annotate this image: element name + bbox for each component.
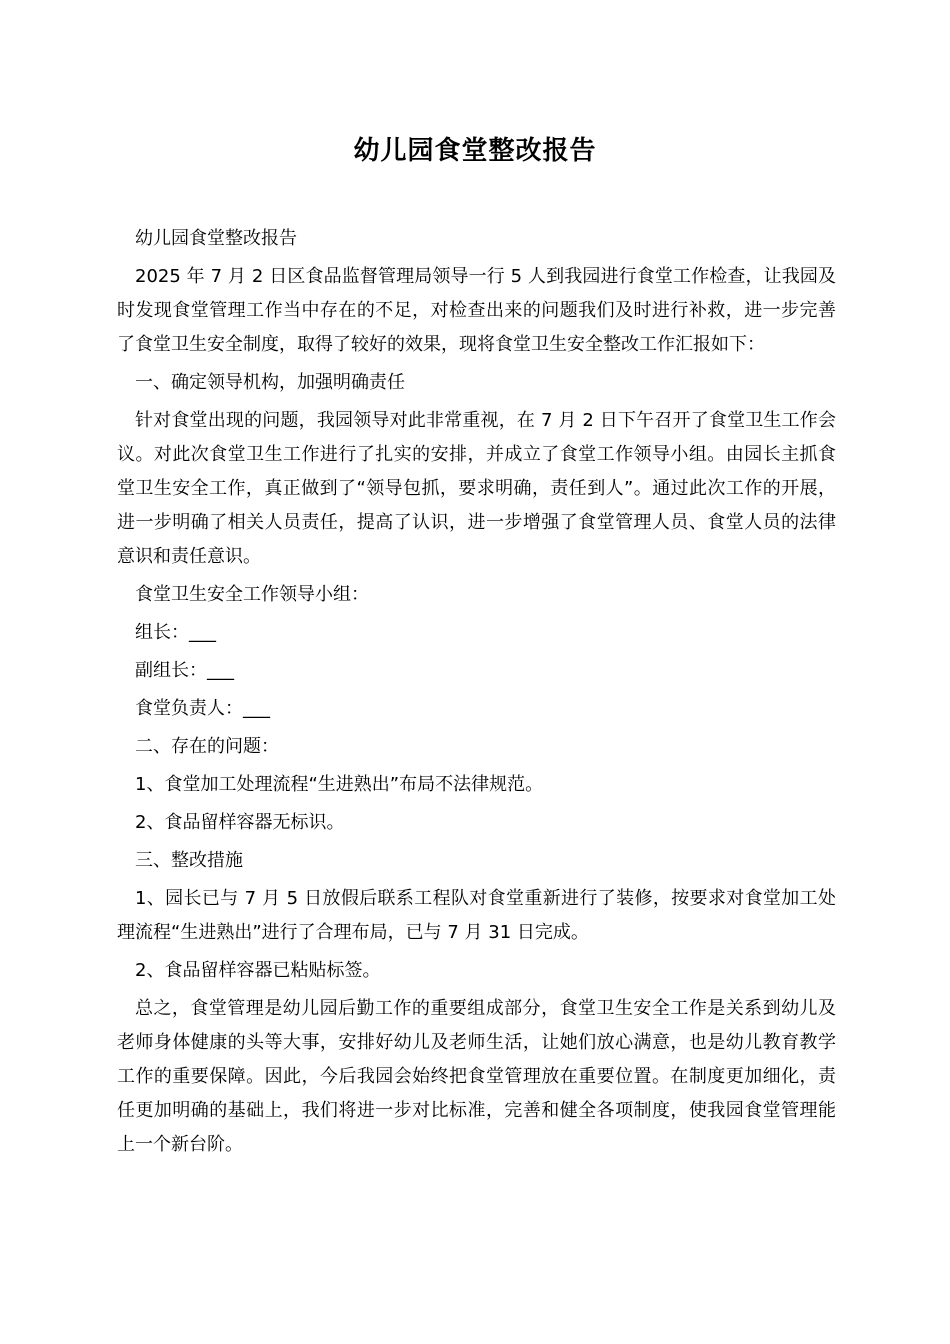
- section-heading-1: 一、确定领导机构，加强明确责任: [135, 372, 405, 393]
- measure-item-2: 2、食品留样容器已粘贴标签。: [135, 960, 381, 981]
- document-title: 幼儿园食堂整改报告: [353, 136, 597, 166]
- paragraph-heading-repeat: 幼儿园食堂整改报告: [135, 228, 297, 249]
- deputy-leader-line: 副组长：___: [135, 660, 234, 681]
- section-heading-2: 二、存在的问题：: [135, 736, 279, 757]
- problem-item-2: 2、食品留样容器无标识。: [135, 812, 345, 833]
- paragraph-conclusion: 总之，食堂管理是幼儿园后勤工作的重要组成部分，食堂卫生安全工作是关系到幼儿及老师身体健康的头等大事，安排好幼儿及老师生活，让她们放心满意，也是幼儿教育教学工作的重要保障。因此，今后我园会始终把食堂管理放在重要位置。在制度更加细化，责任更加明确的基础上，我们将进一步对比标准，完善和健全各项制度，使我园食堂管理能上一个新台阶。: [117, 998, 836, 1155]
- problem-item-1: 1、食堂加工处理流程“生进熟出”布局不法律规范。: [135, 774, 544, 795]
- leader-line: 组长：___: [135, 622, 216, 643]
- section-heading-3: 三、整改措施: [135, 850, 243, 871]
- document-body: [117, 222, 836, 1166]
- leadership-group-label: 食堂卫生安全工作领导小组：: [135, 584, 369, 605]
- measure-item-1: 1、园长已与 7 月 5 日放假后联系工程队对食堂重新进行了装修，按要求对食堂加工处理流程“生进熟出”进行了合理布局，已与 7 月 31 日完成。: [117, 888, 836, 943]
- canteen-manager-line: 食堂负责人：___: [135, 698, 270, 719]
- paragraph-intro: 2025 年 7 月 2 日区食品监督管理局领导一行 5 人到我园进行食堂工作检查，让我园及时发现食堂管理工作当中存在的不足，对检查出来的问题我们及时进行补救，进一步完善了食堂卫生安全制度，取得了较好的效果，现将食堂卫生安全整改工作汇报如下：: [117, 266, 836, 355]
- paragraph-section-1: 针对食堂出现的问题，我园领导对此非常重视，在 7 月 2 日下午召开了食堂卫生工作会议。对此次食堂卫生工作进行了扎实的安排，并成立了食堂工作领导小组。由园长主抓食堂卫生安全工作，真正做到了“领导包抓，要求明确，责任到人”。通过此次工作的开展，进一步明确了相关人员责任，提高了认识，进一步增强了食堂管理人员、食堂人员的法律意识和责任意识。: [117, 410, 836, 567]
